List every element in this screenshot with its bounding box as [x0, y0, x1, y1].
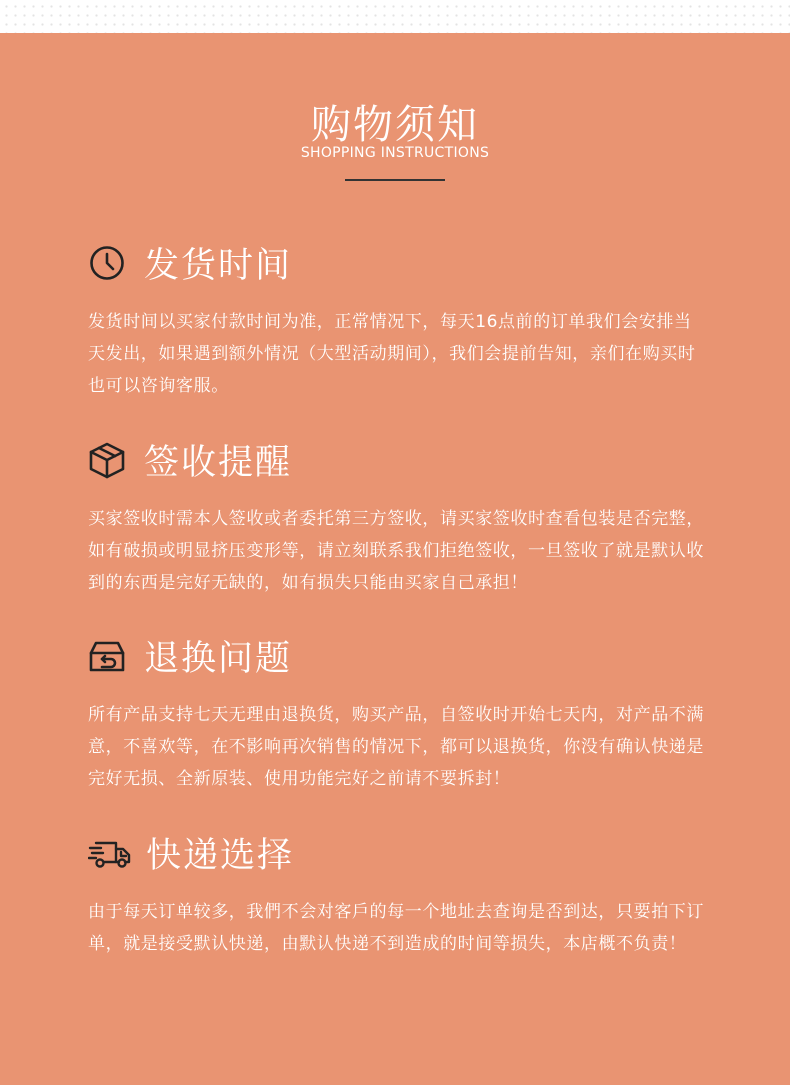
- section-returns: [88, 633, 708, 795]
- delivery-truck-icon: [88, 834, 132, 872]
- section-header: [88, 633, 708, 679]
- page-title: 购物须知: [311, 102, 479, 148]
- clock-icon: [88, 244, 126, 282]
- section-courier: [88, 830, 708, 960]
- package-box-icon: [88, 441, 126, 479]
- section-body: 买家签收时需本人签收或者委托第三方签收，请买家签收时查看包装是否完整，如有破损或明显挤压变形等，请立刻联系我们拒绝签收，一旦签收了就是默认收到的东西是完好无缺的，如有损失只能由买家自己承担！: [88, 509, 704, 593]
- section-delivery-receipt: [88, 437, 708, 599]
- section-header: [88, 437, 708, 483]
- section-header: [88, 830, 708, 876]
- section-shipping-time: [88, 240, 708, 402]
- title-divider: [345, 179, 445, 181]
- return-box-icon: [88, 637, 126, 675]
- section-title: 快递选择: [146, 836, 295, 876]
- section-header: [88, 240, 708, 286]
- section-title: 发货时间: [144, 246, 293, 286]
- section-body: 所有产品支持七天无理由退换货，购买产品，自签收时开始七天内，对产品不满意，不喜欢等，在不影响再次销售的情况下，都可以退换货，你没有确认快递是完好无损、全新原装、使用功能完好之前请不要拆封！: [88, 705, 704, 789]
- dotted-top-strip: [0, 0, 790, 33]
- page-subtitle: SHOPPING INSTRUCTIONS: [300, 145, 490, 161]
- section-body: 发货时间以买家付款时间为准，正常情况下，每天16点前的订单我们会安排当天发出，如果遇到额外情况（大型活动期间），我们会提前告知，亲们在购买时也可以咨询客服。: [88, 312, 696, 396]
- section-title: 签收提醒: [144, 443, 293, 483]
- shopping-instructions-panel: [0, 33, 790, 1085]
- section-body: 由于每天订单较多，我們不会对客戶的每一个地址去查询是否到达，只要拍下订单，就是接受默认快递，由默认快递不到造成的时间等损失，本店概不负责！: [88, 902, 704, 954]
- section-title: 退换问题: [144, 639, 293, 679]
